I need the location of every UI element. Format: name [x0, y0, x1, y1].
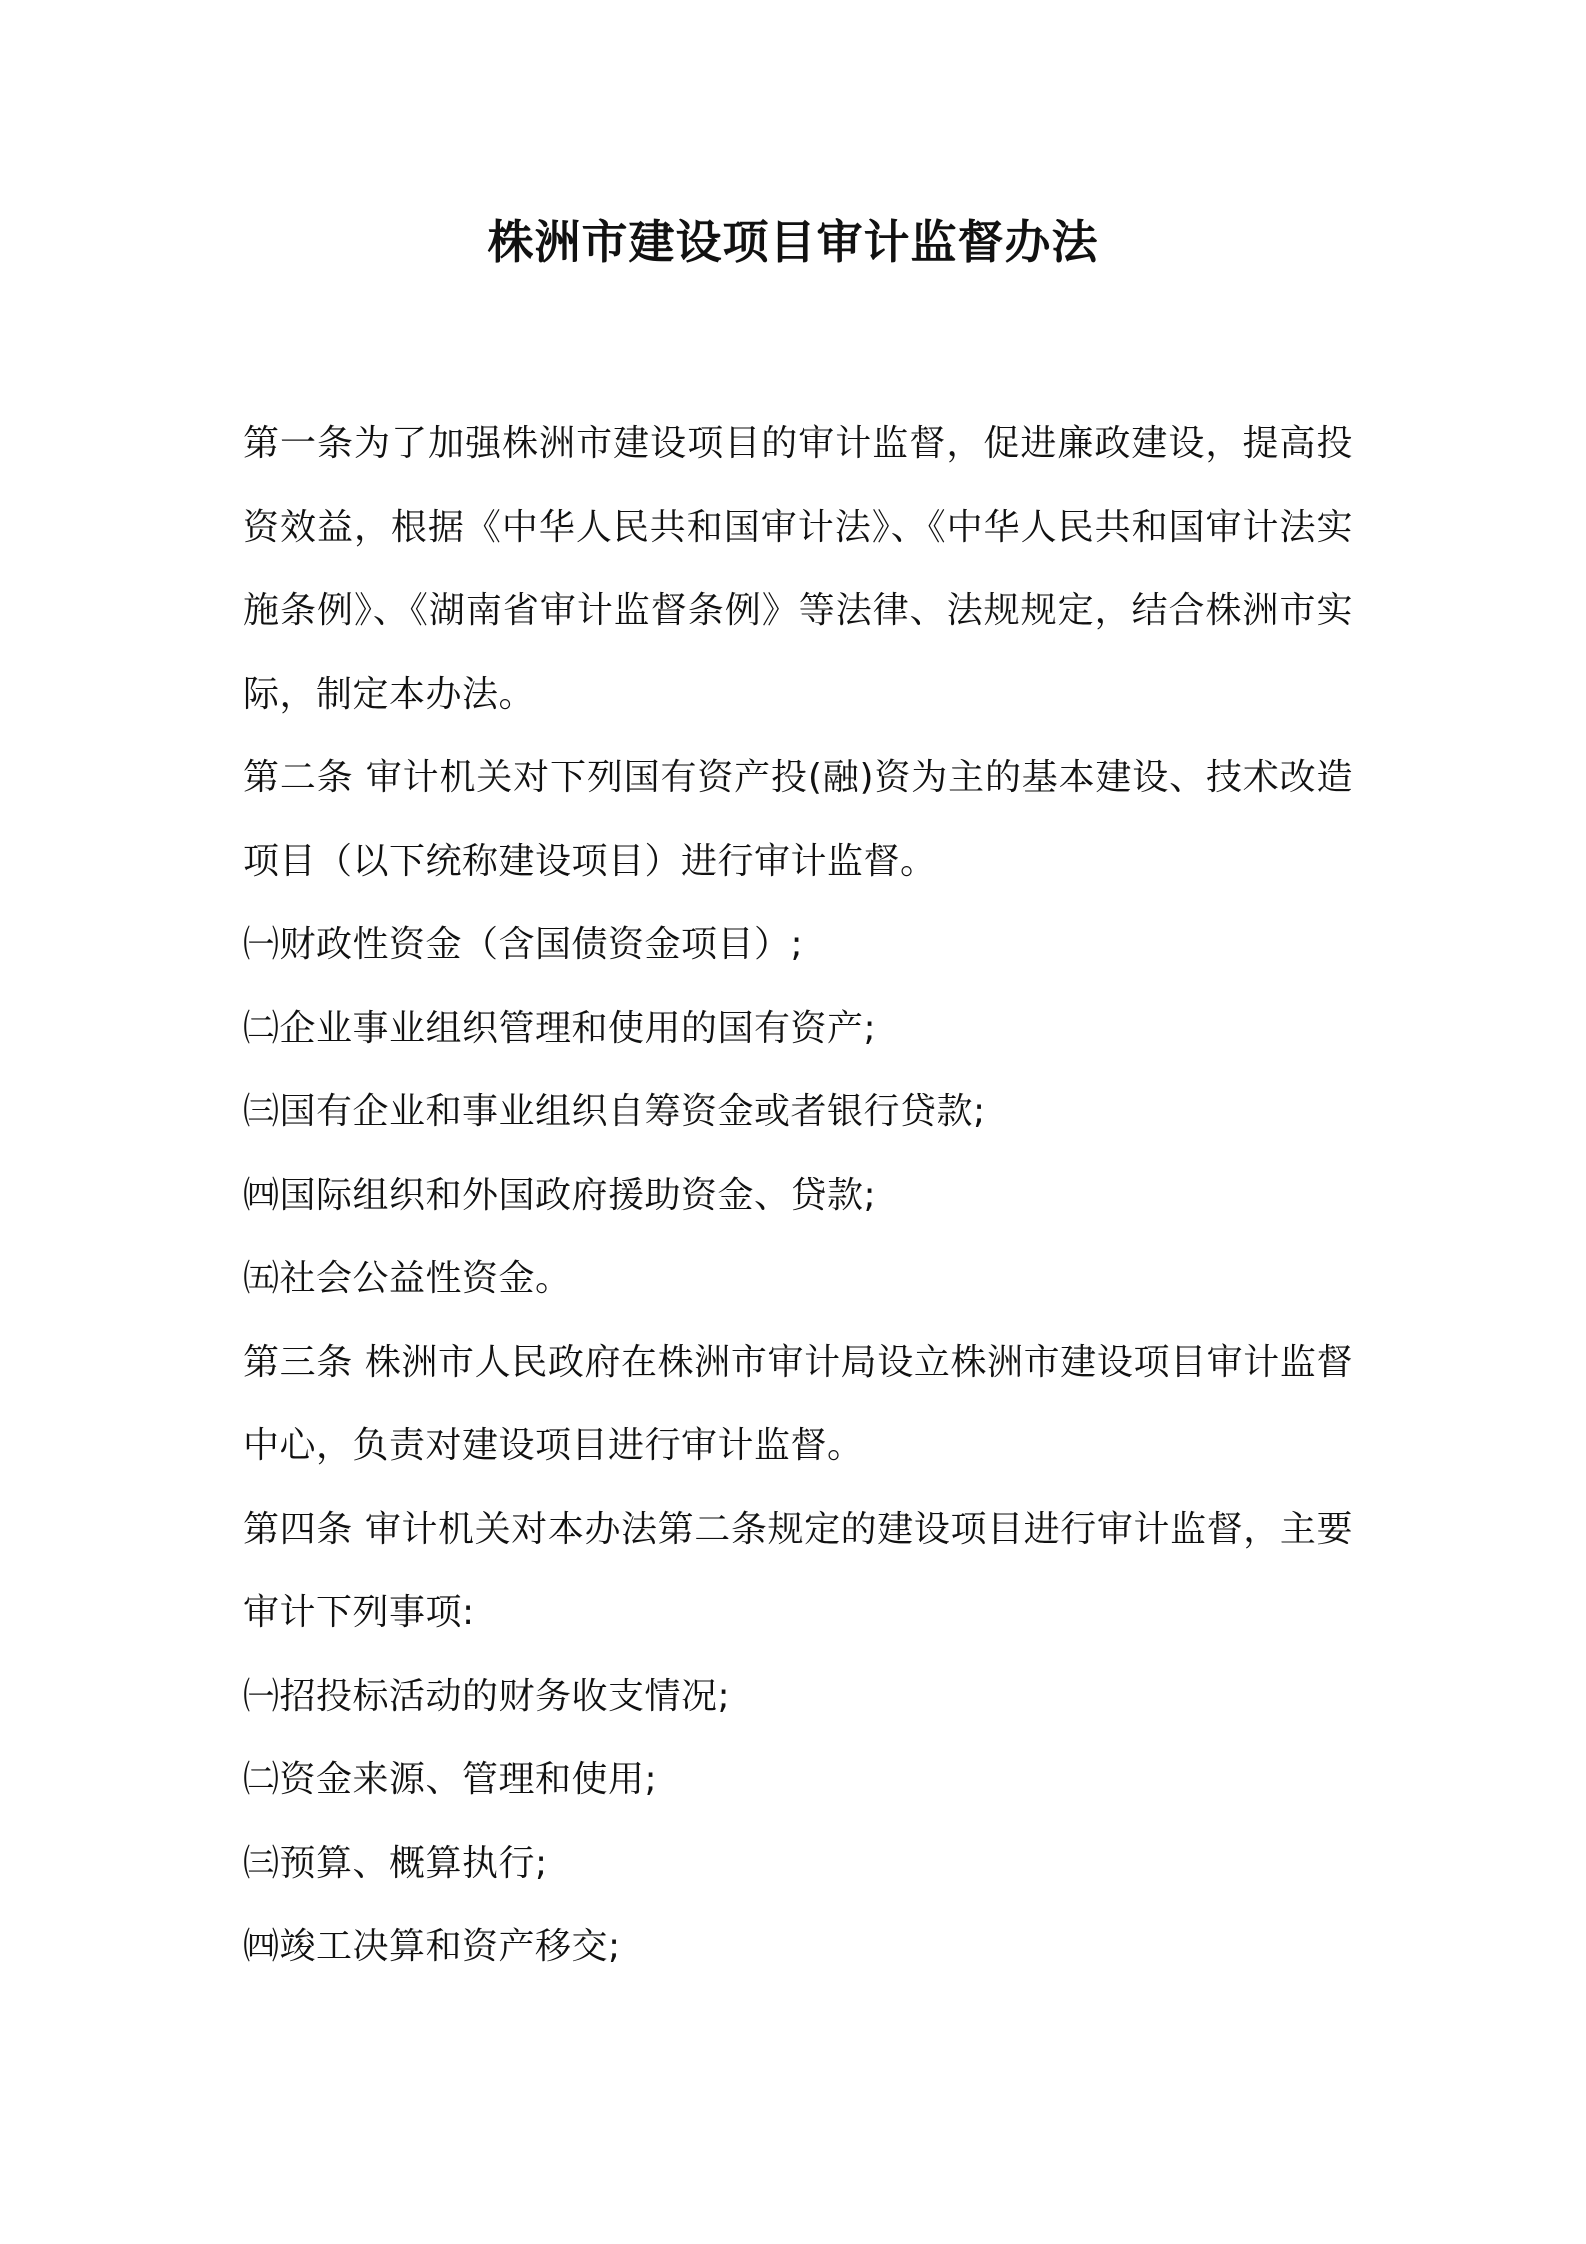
list-item: ㈢国有企业和事业组织自筹资金或者银行贷款;: [243, 1091, 986, 1132]
article-4: 第四条 审计机关对本办法第二条规定的建设项目进行审计监督，主要审计下列事项:: [243, 1508, 1353, 1633]
list-item: ㈡企业事业组织管理和使用的国有资产;: [243, 1007, 877, 1049]
list-item: ㈠招投标活动的财务收支情况;: [243, 1675, 731, 1717]
list-item: ㈣竣工决算和资产移交;: [243, 1926, 621, 1967]
list-item: ㈡资金来源、管理和使用;: [243, 1759, 658, 1800]
document-body: [243, 402, 1353, 1989]
list-item: ㈣国际组织和外国政府援助资金、贷款;: [243, 1174, 877, 1216]
list-item: ㈤社会公益性资金。: [243, 1258, 572, 1299]
article-1: 第一条为了加强株洲市建设项目的审计监督，促进廉政建设，提高投资效益，根据《中华人民共和国审计法》、《中华人民共和国审计法实施条例》、《湖南省审计监督条例》等法律、法规规定，结合株洲市实际，制定本办法。: [243, 423, 1353, 715]
list-item: ㈠财政性资金（含国债资金项目）;: [243, 924, 804, 965]
article-2: 第二条 审计机关对下列国有资产投(融)资为主的基本建设、技术改造项目（以下统称建设项目）进行审计监督。: [243, 757, 1353, 882]
article-3: 第三条 株洲市人民政府在株洲市审计局设立株洲市建设项目审计监督中心，负责对建设项目进行审计监督。: [243, 1341, 1353, 1466]
list-item: ㈢预算、概算执行;: [243, 1842, 548, 1884]
document-title: 株洲市建设项目审计监督办法: [487, 215, 1099, 269]
